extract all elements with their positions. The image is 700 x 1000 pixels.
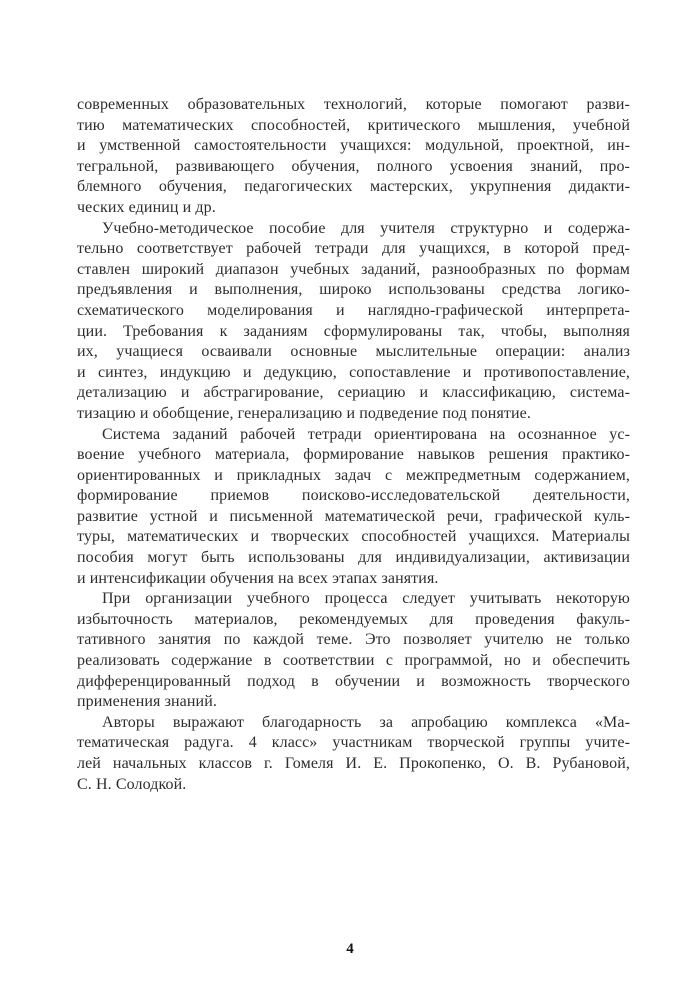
text-line: и интенсификации обучения на всех этапах занятия. <box>77 569 439 587</box>
text-line: предъявления и выполнения, широко использованы средства логико- <box>77 281 630 299</box>
paragraph <box>77 95 630 219</box>
text-line: современных образовательных технологий, которые помогают разви- <box>77 96 630 113</box>
body-text <box>77 95 630 795</box>
paragraph <box>77 589 630 713</box>
paragraph <box>77 425 630 590</box>
page-number: 4 <box>346 941 354 957</box>
text-line: пособия могут быть использованы для индивидуализации, активизации <box>77 549 630 567</box>
text-line: детализацию и абстрагирование, сериацию и классификацию, система- <box>77 384 630 402</box>
text-line: применения знаний. <box>77 693 217 711</box>
text-line: тативного занятия по каждой теме. Это позволяет учителю не только <box>77 631 630 649</box>
text-line: тию математических способностей, критического мышления, учебной <box>77 116 630 134</box>
text-line: ции. Требования к заданиям сформулированы так, чтобы, выполняя <box>77 322 630 340</box>
text-line: развитие устной и письменной математической речи, графической куль- <box>77 507 630 525</box>
text-line: формирование приемов поисково-исследовательской деятельности, <box>77 487 630 505</box>
paragraph <box>77 219 630 425</box>
text-line: реализовать содержание в соответствии с программой, но и обеспечить <box>77 652 630 670</box>
text-line: При организации учебного процесса следует учитывать некоторую <box>102 590 630 608</box>
text-line: тегральной, развивающего обучения, полного усвоения знаний, про- <box>77 157 630 175</box>
text-line: дифференцированный подход в обучении и возможность творческого <box>77 672 630 690</box>
text-line: воение учебного материала, формирование навыков решения практико- <box>77 446 630 464</box>
text-line: ориентированных и прикладных задач с межпредметным содержанием, <box>77 466 630 484</box>
text-line: избыточность материалов, рекомендуемых для проведения факуль- <box>77 610 630 628</box>
text-line: Учебно-методическое пособие для учителя структурно и содержа- <box>102 219 630 237</box>
text-line: блемного обучения, педагогических мастерских, укрупнения дидакти- <box>77 178 630 196</box>
text-line: и умственной самостоятельности учащихся: модульной, проектной, ин- <box>77 137 630 155</box>
text-line: лей начальных классов г. Гомеля И. Е. Прокопенко, О. В. Рубановой, <box>77 755 630 772</box>
text-line: их, учащиеся осваивали основные мыслительные операции: анализ <box>77 343 630 361</box>
text-line: ческих единиц и др. <box>77 198 216 216</box>
text-line: тизацию и обобщение, генерализацию и подведение под понятие. <box>77 404 531 422</box>
text-line: Система заданий рабочей тетради ориентирована на осознанное ус- <box>102 425 630 443</box>
text-line: схематического моделирования и наглядно-графической интерпрета- <box>77 301 630 319</box>
text-line: тематическая радуга. 4 класс» участникам творческой группы учите- <box>77 734 630 752</box>
text-line: ставлен широкий диапазон учебных заданий, разнообразных по формам <box>77 260 630 278</box>
text-line: Авторы выражают благодарность за апробацию комплекса «Ма- <box>102 713 630 731</box>
text-line: тельно соответствует рабочей тетради для учащихся, в которой пред- <box>77 240 630 258</box>
text-line: и синтез, индукцию и дедукцию, сопоставление и противопоставление, <box>77 363 630 381</box>
text-line: С. Н. Солодкой. <box>77 775 187 793</box>
paragraph <box>77 713 630 795</box>
text-line: туры, математических и творческих способностей учащихся. Материалы <box>77 528 630 546</box>
